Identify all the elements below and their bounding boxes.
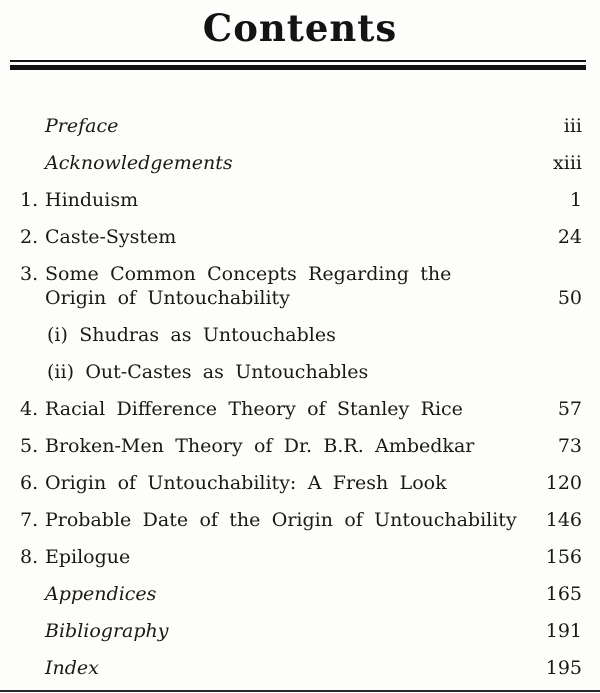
toc-entry-page: 120 bbox=[545, 472, 582, 494]
toc-entry-page: 146 bbox=[545, 509, 582, 531]
toc-entry-title bbox=[45, 397, 534, 421]
toc-entry-title-line2: Origin of Untouchability bbox=[45, 287, 290, 309]
toc-entry bbox=[20, 188, 582, 212]
toc-entry bbox=[20, 434, 582, 458]
toc-entry-page: xiii bbox=[553, 152, 582, 174]
toc-entry-title-line1: Preface bbox=[45, 115, 119, 137]
toc-entry-title bbox=[45, 114, 534, 138]
toc-entry-title-line1: Hinduism bbox=[45, 189, 139, 211]
toc-entry-title-line1: Racial Difference Theory of Stanley Rice bbox=[45, 398, 463, 420]
toc-entry bbox=[20, 471, 582, 495]
toc-entry-title bbox=[45, 225, 534, 249]
toc-entry-number: 3. bbox=[20, 263, 39, 285]
toc-entry-title-line1: Caste-System bbox=[45, 226, 177, 248]
toc-entry-title bbox=[45, 151, 534, 175]
toc-entry bbox=[20, 619, 582, 643]
toc-entry bbox=[20, 151, 582, 175]
toc-entry-page: 24 bbox=[557, 226, 582, 248]
toc-entry-number: 8. bbox=[20, 546, 39, 568]
toc-entry-page: 191 bbox=[545, 620, 582, 642]
toc-entry bbox=[20, 262, 582, 310]
toc-entry-title bbox=[45, 508, 534, 532]
toc-entry-title-line1: Some Common Concepts Regarding the bbox=[45, 263, 452, 285]
toc-entry-title-line1: Acknowledgements bbox=[45, 152, 233, 174]
toc-entry bbox=[20, 360, 582, 384]
toc-entry bbox=[20, 545, 582, 569]
toc-entry-page: 73 bbox=[557, 435, 582, 457]
toc-entry-title bbox=[45, 656, 534, 680]
page-bottom-rule bbox=[0, 690, 600, 692]
toc-entry-page: 165 bbox=[545, 583, 582, 605]
toc-entry-number: 7. bbox=[20, 509, 39, 531]
toc-entry-title bbox=[45, 360, 534, 384]
toc-entry-page: iii bbox=[563, 115, 582, 137]
toc-entry-title bbox=[45, 188, 534, 212]
toc-entry-title bbox=[45, 323, 534, 347]
toc-entry bbox=[20, 114, 582, 138]
rule-thin-line bbox=[10, 60, 586, 62]
toc-entry-title bbox=[45, 434, 534, 458]
toc-entry-title-line1: Epilogue bbox=[45, 546, 131, 568]
title-double-rule bbox=[10, 60, 586, 70]
toc-entry bbox=[20, 656, 582, 680]
toc-entry-page: 1 bbox=[569, 189, 582, 211]
toc-entry-page: 195 bbox=[545, 657, 582, 679]
toc-entry bbox=[20, 397, 582, 421]
toc-entry-title bbox=[45, 582, 534, 606]
toc-entry-number: 2. bbox=[20, 226, 39, 248]
toc-entry-page: 50 bbox=[557, 287, 582, 309]
toc-list bbox=[0, 114, 600, 680]
toc-entry-page: 156 bbox=[545, 546, 582, 568]
toc-entry-title-line1: Appendices bbox=[45, 583, 157, 605]
toc-entry-title-line1: Bibliography bbox=[45, 620, 169, 642]
toc-entry-number: 1. bbox=[20, 189, 39, 211]
toc-entry bbox=[20, 508, 582, 532]
toc-entry-number: 6. bbox=[20, 472, 39, 494]
toc-entry bbox=[20, 582, 582, 606]
toc-entry-title-line1: Index bbox=[45, 657, 99, 679]
toc-entry-number: 5. bbox=[20, 435, 39, 457]
page-title: Contents bbox=[202, 6, 398, 50]
toc-entry-title-line1: Origin of Untouchability: A Fresh Look bbox=[45, 472, 447, 494]
toc-entry-number: 4. bbox=[20, 398, 39, 420]
rule-thick-line bbox=[10, 65, 586, 70]
toc-entry-title bbox=[45, 471, 534, 495]
toc-entry bbox=[20, 225, 582, 249]
toc-entry-page: 57 bbox=[557, 398, 582, 420]
toc-entry-title bbox=[45, 619, 534, 643]
toc-entry-title bbox=[45, 545, 534, 569]
toc-entry-title-line1: Broken-Men Theory of Dr. B.R. Ambedkar bbox=[45, 435, 475, 457]
toc-entry-title bbox=[45, 262, 534, 310]
toc-entry-title-line1: Probable Date of the Origin of Untouchability bbox=[45, 509, 517, 531]
toc-entry-title-line1: (ii) Out-Castes as Untouchables bbox=[47, 361, 369, 383]
toc-entry-title-line1: (i) Shudras as Untouchables bbox=[47, 324, 336, 346]
toc-entry bbox=[20, 323, 582, 347]
